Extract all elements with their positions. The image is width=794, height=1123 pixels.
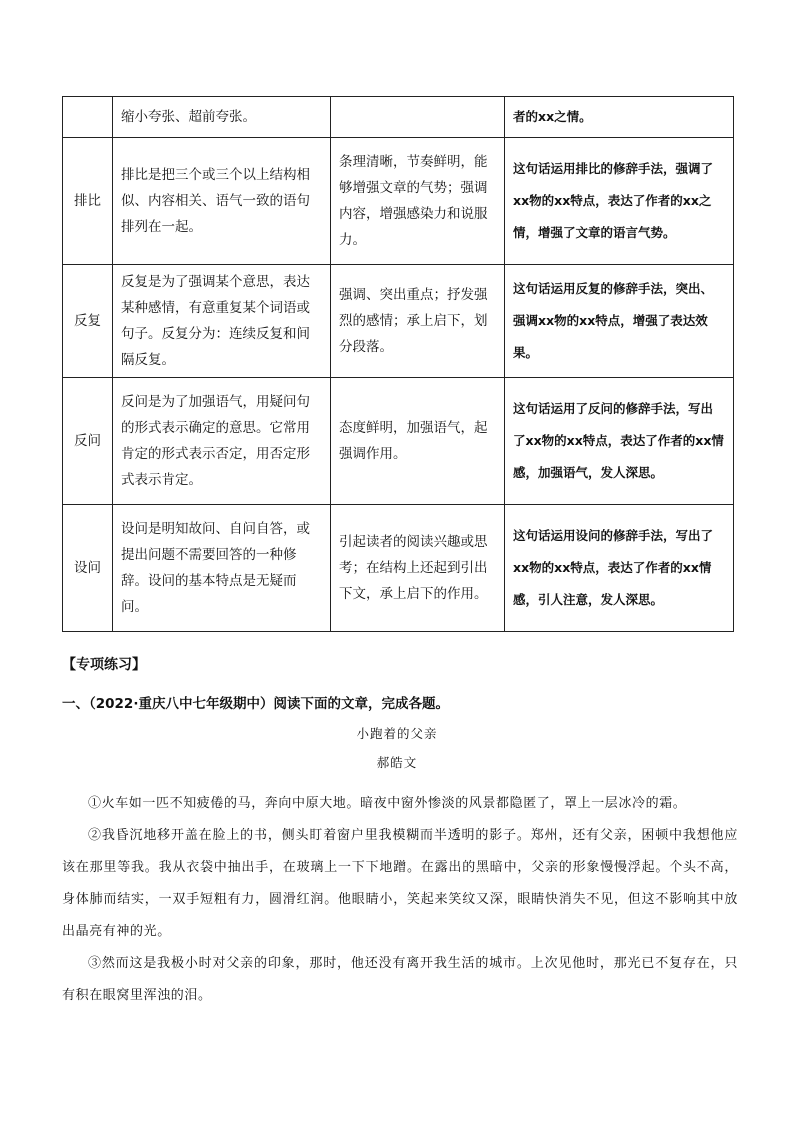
answer-template-cell: 这句话运用了反问的修辞手法，写出了xx物的xx特点，表达了作者的xx情感，加强语气，发人深思。 xyxy=(505,378,734,505)
section-heading: 【专项练习】 xyxy=(62,657,146,673)
paragraph: ③然而这是我极小时对父亲的印象，那时，他还没有离开我生活的城市。上次见他时，那光已不复存在，只有积在眼窝里浑浊的泪。 xyxy=(62,956,738,1003)
paragraph: ①火车如一匹不知疲倦的马，奔向中原大地。暗夜中窗外惨淡的风景都隐匿了，罩上一层冰冷的霜。 xyxy=(88,796,687,811)
article-author: 郝皓文 xyxy=(376,755,418,770)
device-name-cell: 设问 xyxy=(63,505,113,632)
answer-template-cell: 这句话运用反复的修辞手法，突出、强调xx物的xx特点，增强了表达效果。 xyxy=(505,265,734,378)
article-body xyxy=(62,788,738,1012)
effect-cell: 条理清晰，节奏鲜明，能够增强文章的气势；强调内容，增强感染力和说服力。 xyxy=(331,138,505,265)
table-row xyxy=(63,138,734,265)
question-heading: 一、（2022·重庆八中七年级期中）阅读下面的文章，完成各题。 xyxy=(62,696,449,712)
table-row xyxy=(63,265,734,378)
answer-template-cell: 这句话运用设问的修辞手法，写出了xx物的xx特点，表达了作者的xx情感，引人注意，发人深思。 xyxy=(505,505,734,632)
table-row xyxy=(63,378,734,505)
rhetoric-table xyxy=(62,96,734,632)
effect-cell xyxy=(331,97,505,138)
definition-cell: 反复是为了强调某个意思，表达某种感情，有意重复某个词语或句子。反复分为：连续反复和间隔反复。 xyxy=(113,265,331,378)
answer-template-cell: 这句话运用排比的修辞手法，强调了xx物的xx特点，表达了作者的xx之情，增强了文章的语言气势。 xyxy=(505,138,734,265)
device-name-cell: 反复 xyxy=(63,265,113,378)
effect-cell: 引起读者的阅读兴趣或思考；在结构上还起到引出下文，承上启下的作用。 xyxy=(331,505,505,632)
definition-cell: 设问是明知故问、自问自答，或提出问题不需要回答的一种修辞。设问的基本特点是无疑而问。 xyxy=(113,505,331,632)
effect-cell: 强调、突出重点；抒发强烈的感情；承上启下，划分段落。 xyxy=(331,265,505,378)
article-title: 小跑着的父亲 xyxy=(356,726,438,741)
table-row xyxy=(63,97,734,138)
definition-cell: 缩小夸张、超前夸张。 xyxy=(113,97,331,138)
device-name-cell xyxy=(63,97,113,138)
effect-cell: 态度鲜明，加强语气，起强调作用。 xyxy=(331,378,505,505)
definition-cell: 排比是把三个或三个以上结构相似、内容相关、语气一致的语句排列在一起。 xyxy=(113,138,331,265)
table-row xyxy=(63,505,734,632)
device-name-cell: 排比 xyxy=(63,138,113,265)
device-name-cell: 反问 xyxy=(63,378,113,505)
definition-cell: 反问是为了加强语气，用疑问句的形式表示确定的意思。它常用肯定的形式表示否定，用否定形式表示肯定。 xyxy=(113,378,331,505)
answer-template-cell: 者的xx之情。 xyxy=(505,97,734,138)
paragraph: ②我昏沉地移开盖在脸上的书，侧头盯着窗户里我模糊而半透明的影子。郑州，还有父亲，困顿中我想他应该在那里等我。我从衣袋中抽出手，在玻璃上一下下地蹭。在露出的黑暗中，父亲的形象慢慢浮起。个头不高，身体肺而结实，一双手短粗有力，圆滑红润。他眼睛小，笑起来笑纹又深，眼睛快消失不见，但这不影响其中放出晶亮有神的光。 xyxy=(62,828,738,939)
